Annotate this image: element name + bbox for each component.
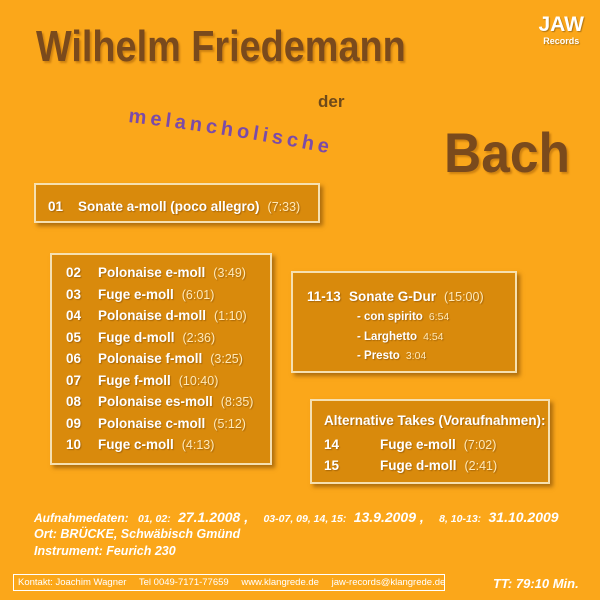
track-number: 14: [324, 437, 340, 452]
track-title: Fuge e-moll: [380, 437, 456, 452]
sonate-duration: (15:00): [444, 290, 484, 304]
track-duration: (4:13): [181, 438, 215, 452]
movement-duration: 4:54: [423, 330, 444, 343]
track-number: 05: [66, 329, 82, 345]
recording-dates: [34, 509, 559, 525]
track-row: [66, 308, 247, 323]
melancholische-arc: [126, 100, 426, 180]
album-title: Wilhelm Friedemann: [36, 22, 406, 71]
track-row: [66, 265, 246, 280]
track-number: 09: [66, 415, 82, 431]
recording-date-2-tracks: 03-07, 09, 14, 15:: [263, 513, 347, 525]
tracks-list-box: [50, 253, 272, 465]
track-duration: (1:10): [214, 309, 247, 323]
movement-duration: 3:04: [405, 350, 427, 362]
track-number: 15: [324, 458, 340, 473]
track-title: Fuge f-moll: [98, 372, 171, 388]
sonate-number: 11-13: [307, 289, 341, 304]
recording-date-3: 31.10.2009: [488, 509, 559, 525]
movement-row: [357, 350, 426, 362]
track-duration: (8:35): [220, 395, 254, 409]
alternative-heading: Alternative Takes (Voraufnahmen):: [324, 413, 546, 428]
track-title: Fuge d-moll: [98, 329, 175, 345]
alternative-takes-box: [310, 399, 550, 484]
track-duration: (7:33): [267, 200, 301, 214]
track-duration: (6:01): [181, 287, 215, 302]
track-row: [66, 351, 243, 366]
recording-dates-label: Aufnahmedaten:: [34, 511, 129, 525]
track-duration: (10:40): [178, 373, 219, 388]
recording-date-3-tracks: 8, 10-13:: [439, 513, 482, 525]
logo-line1: JAW: [538, 13, 584, 36]
track-row: [48, 199, 300, 214]
track-number: 04: [66, 308, 82, 323]
track-row: [66, 437, 214, 452]
subtitle-der: der: [318, 92, 345, 111]
track-duration: (3:25): [210, 352, 243, 366]
recording-location: Ort: BRÜCKE, Schwäbisch Gmünd: [34, 527, 241, 541]
track-title: Polonaise f-moll: [98, 351, 203, 366]
contact-website: www.klangrede.de: [241, 577, 319, 588]
track-number: 06: [66, 351, 82, 366]
track-number: 07: [66, 372, 82, 388]
track-row: [66, 287, 214, 302]
track-duration: (2:36): [182, 330, 216, 345]
track-title: Polonaise e-moll: [98, 265, 206, 280]
alternative-track-row: [324, 437, 496, 452]
contact-bar: [13, 574, 445, 591]
movement-row: [357, 331, 444, 343]
track-duration: (7:02): [463, 438, 497, 452]
track-number: 03: [66, 286, 82, 302]
movement-duration: 6:54: [428, 311, 450, 323]
track-title: Fuge d-moll: [380, 458, 457, 473]
recording-date-1: 27.1.2008 ,: [178, 509, 249, 525]
track-row: [66, 394, 253, 409]
track-number: 02: [66, 265, 82, 280]
movement-name: - Presto: [357, 350, 400, 362]
instrument: Instrument: Feurich 230: [34, 544, 176, 558]
sonate-box: [291, 271, 517, 373]
recording-date-1-tracks: 01, 02:: [138, 513, 171, 525]
logo-line2: Records: [543, 36, 580, 46]
track-number: 08: [66, 394, 82, 409]
track-title: Sonate a-moll (poco allegro): [78, 199, 260, 214]
track-row: [66, 330, 215, 345]
track-title: Polonaise d-moll: [98, 308, 207, 323]
track-row: [66, 373, 218, 388]
track-duration: (2:41): [464, 459, 498, 473]
alternative-track-row: [324, 458, 497, 473]
movement-name: - con spirito: [357, 311, 423, 323]
track-duration: (5:12): [213, 416, 246, 431]
subtitle-melancholische: [126, 100, 426, 180]
contact-phone: Tel 0049-7171-77659: [138, 577, 229, 588]
track-row: [66, 416, 246, 431]
contact-email: jaw-records@klangrede.de: [331, 577, 446, 588]
track-number: 01: [48, 199, 64, 214]
track-duration: (3:49): [213, 266, 246, 280]
track-title: Fuge c-moll: [98, 437, 174, 452]
movement-name: - Larghetto: [357, 330, 418, 343]
track-number: 10: [66, 437, 82, 452]
melancholische-text: melancholische: [127, 105, 335, 159]
track-title: Fuge e-moll: [98, 286, 174, 302]
sonate-title: Sonate G-Dur: [349, 289, 437, 304]
track-title: Polonaise es-moll: [98, 394, 213, 409]
contact-name: Kontakt: Joachim Wagner: [18, 577, 127, 588]
subtitle-bach: Bach: [444, 121, 570, 184]
total-time: TT: 79:10 Min.: [493, 576, 579, 591]
sonate-row: [307, 289, 484, 304]
track-title: Polonaise c-moll: [98, 415, 206, 431]
movement-row: [357, 311, 449, 323]
track-01-box: [34, 183, 320, 223]
recording-date-2: 13.9.2009 ,: [353, 509, 424, 525]
jaw-records-logo: [538, 14, 584, 46]
